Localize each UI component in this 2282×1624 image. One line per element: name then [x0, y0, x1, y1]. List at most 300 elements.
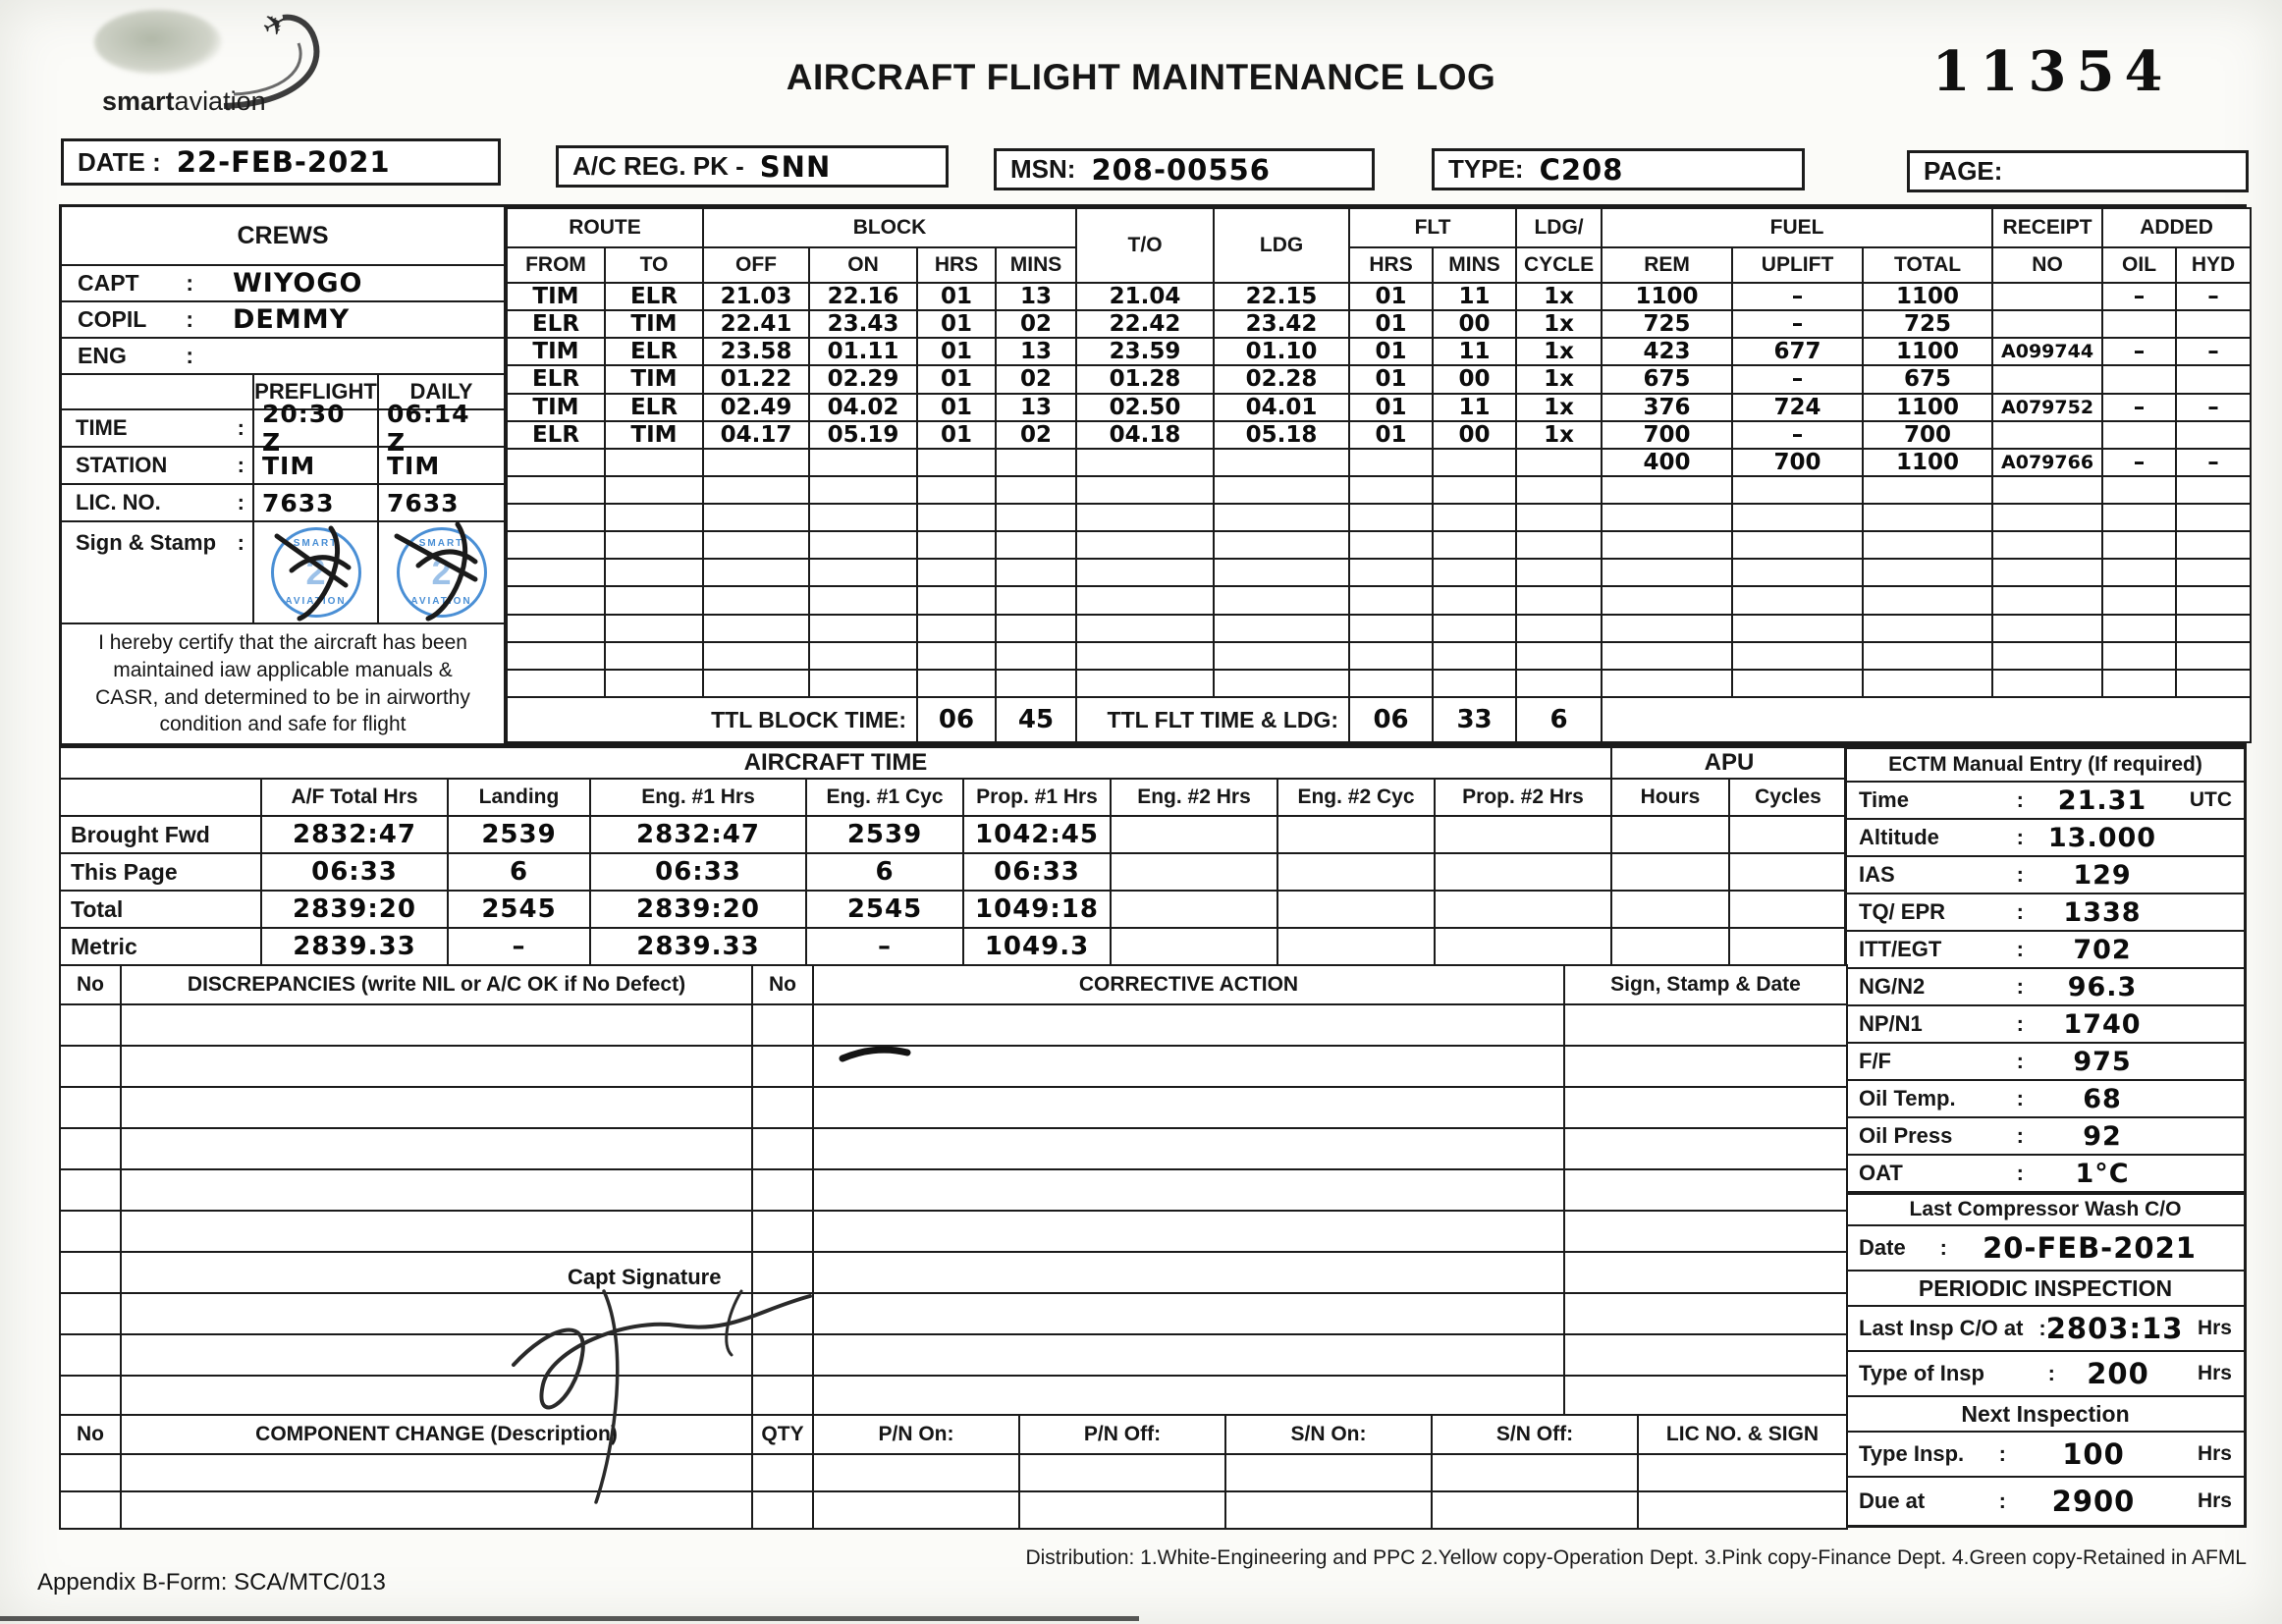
- empty-cell: [507, 504, 605, 531]
- empty-cell: [996, 476, 1076, 504]
- empty-cell: [1732, 504, 1863, 531]
- certification-statement: I hereby certify that the aircraft has been maintained iaw applicable manuals & CASR, and determined to be in airworthy condition and safe for flight: [95, 631, 470, 736]
- capt-signature-label: Capt Signature: [568, 1265, 722, 1289]
- empty-cell: [1732, 615, 1863, 642]
- flt-header: FLT: [1349, 208, 1516, 247]
- empty-cell: [813, 1004, 1564, 1046]
- metric-row: Metric 2839.33 – 2839.33 – 1049.3: [60, 928, 1847, 965]
- cycle-header: CYCLE: [1516, 247, 1602, 283]
- empty-cell: [507, 531, 605, 559]
- eng2-hrs-header: Eng. #2 Hrs: [1111, 779, 1277, 816]
- empty-cell: [1564, 1293, 1847, 1334]
- empty-cell: [1076, 615, 1214, 642]
- ectm-row-tq-epr: TQ/ EPR : 1338: [1847, 894, 2244, 932]
- empty-cell: [1214, 670, 1349, 697]
- flight-row-4: ELR TIM 01.22 02.29 01 02 01.28 02.28 01 00 1x 675 – 675: [507, 365, 2251, 393]
- empty-cell: [605, 531, 703, 559]
- empty-cell: [1225, 1491, 1432, 1529]
- empty-cell: [507, 642, 605, 670]
- empty-cell: [1433, 670, 1516, 697]
- empty-cell: [809, 476, 917, 504]
- empty-cell: [752, 1128, 813, 1169]
- form-serial-number: 11354: [1931, 39, 2173, 104]
- prop1-hrs-header: Prop. #1 Hrs: [963, 779, 1111, 816]
- empty-cell: [507, 670, 605, 697]
- empty-cell: [1214, 504, 1349, 531]
- empty-cell: [1516, 670, 1602, 697]
- plane-icon: ✈: [256, 5, 295, 45]
- approval-stamp-preflight: SMART 2 AVIATION: [271, 527, 361, 618]
- fuel-uplift-header: UPLIFT: [1732, 247, 1863, 283]
- flight-row-5: TIM ELR 02.49 04.02 01 13 02.50 04.01 01 11 1x 376 724 1100 A079752 – –: [507, 394, 2251, 421]
- disc-header: DISCREPANCIES (write NIL or A/C OK if No Defect): [121, 965, 752, 1004]
- msn-field: [994, 148, 1375, 190]
- page-field: [1907, 150, 2249, 192]
- component-empty-rows: [60, 1454, 1847, 1529]
- empty-row: [507, 670, 2251, 697]
- flight-row-3: TIM ELR 23.58 01.11 01 13 23.59 01.10 01 11 1x 423 677 1100 A099744 – –: [507, 338, 2251, 365]
- empty-cell: [1433, 559, 1516, 586]
- empty-cell: [1076, 504, 1214, 531]
- empty-cell: [60, 1046, 121, 1087]
- empty-cell: [1863, 586, 1992, 614]
- prop2-hrs-header: Prop. #2 Hrs: [1435, 779, 1611, 816]
- empty-cell: [1019, 1454, 1225, 1491]
- empty-cell: [1732, 670, 1863, 697]
- empty-cell: [60, 1376, 121, 1417]
- receipt-header: RECEIPT: [1992, 208, 2102, 247]
- empty-cell: [1214, 559, 1349, 586]
- empty-cell: [1992, 670, 2102, 697]
- empty-cell: [1349, 670, 1433, 697]
- empty-row: [60, 1046, 1847, 1087]
- date-label: DATE :: [78, 146, 161, 177]
- to-header: TO: [605, 247, 703, 283]
- empty-row: [60, 1169, 1847, 1211]
- empty-cell: [1863, 531, 1992, 559]
- empty-cell: [1076, 531, 1214, 559]
- empty-cell: [1076, 476, 1214, 504]
- empty-cell: [996, 504, 1076, 531]
- empty-cell: [507, 586, 605, 614]
- empty-cell: [605, 615, 703, 642]
- empty-cell: [60, 1454, 121, 1491]
- empty-cell: [813, 1211, 1564, 1252]
- ttl-flt-ldg: 6: [1516, 697, 1602, 742]
- empty-cell: [1214, 531, 1349, 559]
- landing-header: Landing: [448, 779, 590, 816]
- empty-cell: [1863, 615, 1992, 642]
- empty-cell: [996, 559, 1076, 586]
- daily-stamp-cell: [379, 522, 504, 624]
- empty-cell: [1602, 559, 1732, 586]
- ttl-flt-mins: 33: [1433, 697, 1516, 742]
- empty-cell: [703, 559, 809, 586]
- preflight-stamp-cell: [254, 522, 379, 624]
- empty-cell: [813, 1087, 1564, 1128]
- empty-cell: [1564, 1252, 1847, 1293]
- hyd-header: HYD: [2176, 247, 2251, 283]
- empty-cell: [813, 1491, 1019, 1529]
- oil-header: OIL: [2102, 247, 2176, 283]
- empty-cell: [752, 1169, 813, 1211]
- empty-cell: [60, 1491, 121, 1529]
- empty-row: [60, 1293, 1847, 1334]
- empty-row: [60, 1491, 1847, 1529]
- empty-cell: [917, 559, 996, 586]
- empty-row: [507, 615, 2251, 642]
- empty-cell: [2102, 642, 2176, 670]
- corrective-action-dash-mark: [837, 1041, 915, 1068]
- station-preflight-value: TIM: [254, 448, 379, 485]
- eng-label: ENG :: [78, 343, 193, 369]
- ectm-row-np-n1: NP/N1 : 1740: [1847, 1006, 2244, 1044]
- apu-cycles-header: Cycles: [1729, 779, 1847, 816]
- preflight-daily-grid: [62, 375, 504, 624]
- empty-cell: [813, 1252, 1564, 1293]
- last-insp-row: Last Insp C/O at : 2803:13 Hrs: [1847, 1307, 2244, 1352]
- empty-cell: [1516, 586, 1602, 614]
- empty-cell: [1433, 504, 1516, 531]
- cc-lic-sign-header: LIC NO. & SIGN: [1638, 1415, 1847, 1454]
- empty-cell: [121, 1128, 752, 1169]
- empty-cell: [809, 642, 917, 670]
- empty-cell: [1564, 1004, 1847, 1046]
- empty-cell: [813, 1454, 1019, 1491]
- empty-row: [60, 1376, 1847, 1417]
- reg-value: SNN: [759, 149, 832, 184]
- empty-cell: [2102, 531, 2176, 559]
- distribution-note: Distribution: 1.White-Engineering and PPC 2.Yellow copy-Operation Dept. 3.Pink copy-Finance Dept. 4.Green copy-Retained in AFML: [1025, 1546, 2247, 1569]
- capt-label: CAPT :: [78, 270, 193, 297]
- eng-row: [62, 339, 504, 375]
- empty-cell: [1992, 531, 2102, 559]
- station-label: STATION :: [62, 448, 254, 485]
- sign-stamp-date-header: Sign, Stamp & Date: [1564, 965, 1847, 1004]
- approval-stamp-daily: SMART 2 AVIATION: [397, 527, 487, 618]
- msn-value: 208-00556: [1091, 152, 1271, 187]
- logo-wordmark: smartaviation: [102, 86, 266, 116]
- capt-row: [62, 266, 504, 302]
- disc-no-header: No: [60, 965, 121, 1004]
- empty-cell: [1638, 1454, 1847, 1491]
- empty-cell: [1602, 476, 1732, 504]
- empty-cell: [1433, 531, 1516, 559]
- empty-cell: [917, 642, 996, 670]
- flight-grid: [506, 207, 2252, 743]
- ectm-row-ng-n2: NG/N2 : 96.3: [1847, 969, 2244, 1006]
- copil-label: COPIL :: [78, 306, 193, 333]
- empty-cell: [2176, 504, 2251, 531]
- empty-cell: [1076, 559, 1214, 586]
- empty-cell: [60, 1293, 121, 1334]
- time-preflight-value: 20:30 Z: [254, 410, 379, 448]
- empty-cell: [1349, 642, 1433, 670]
- empty-cell: [1602, 531, 1732, 559]
- empty-cell: [1564, 1087, 1847, 1128]
- empty-cell: [1516, 531, 1602, 559]
- empty-cell: [809, 531, 917, 559]
- preflight-header: PREFLIGHT: [254, 375, 379, 410]
- empty-cell: [2102, 504, 2176, 531]
- on-header: ON: [809, 247, 917, 283]
- empty-cell: [1863, 504, 1992, 531]
- lic-daily-value: 7633: [379, 485, 504, 522]
- ectm-row-time: Time : 21.31 UTC: [1847, 783, 2244, 820]
- corr-no-header: No: [752, 965, 813, 1004]
- empty-cell: [60, 1252, 121, 1293]
- apu-hours-header: Hours: [1611, 779, 1729, 816]
- empty-cell: [507, 615, 605, 642]
- empty-cell: [1732, 586, 1863, 614]
- empty-cell: [996, 586, 1076, 614]
- date-value: 22-FEB-2021: [176, 145, 391, 179]
- empty-cell: [1214, 642, 1349, 670]
- empty-cell: [809, 586, 917, 614]
- empty-cell: [1564, 1211, 1847, 1252]
- empty-cell: [703, 531, 809, 559]
- empty-row: [60, 1211, 1847, 1252]
- empty-cell: [703, 476, 809, 504]
- empty-cell: [1602, 642, 1732, 670]
- empty-cell: [996, 670, 1076, 697]
- ldg-header: LDG: [1214, 208, 1349, 283]
- station-daily-value: TIM: [379, 448, 504, 485]
- empty-cell: [121, 1211, 752, 1252]
- ttl-block-hrs: 06: [917, 697, 996, 742]
- empty-cell: [1214, 476, 1349, 504]
- empty-cell: [60, 1334, 121, 1376]
- empty-cell: [813, 1376, 1564, 1417]
- lic-preflight-value: 7633: [254, 485, 379, 522]
- empty-cell: [1602, 504, 1732, 531]
- ectm-panel: [1844, 746, 2247, 1528]
- empty-cell: [1863, 476, 1992, 504]
- empty-cell: [1516, 559, 1602, 586]
- empty-cell: [813, 1293, 1564, 1334]
- empty-cell: [1432, 1491, 1638, 1529]
- fuel-rem-header: REM: [1602, 247, 1732, 283]
- empty-cell: [1732, 476, 1863, 504]
- empty-row: [507, 531, 2251, 559]
- copil-row: [62, 302, 504, 339]
- empty-cell: [1564, 1334, 1847, 1376]
- empty-cell: [2176, 586, 2251, 614]
- empty-row: [507, 586, 2251, 614]
- ectm-title: ECTM Manual Entry (If required): [1847, 749, 2244, 783]
- empty-cell: [703, 670, 809, 697]
- empty-row: [60, 1004, 1847, 1046]
- empty-cell: [1349, 559, 1433, 586]
- brought-fwd-row: Brought Fwd 2832:47 2539 2832:47 2539 1042:45: [60, 816, 1847, 853]
- af-total-hrs-header: A/F Total Hrs: [261, 779, 448, 816]
- sign-stamp-label: Sign & Stamp :: [62, 522, 254, 624]
- empty-cell: [1732, 531, 1863, 559]
- empty-cell: [1564, 1169, 1847, 1211]
- msn-label: MSN:: [1010, 154, 1076, 184]
- empty-cell: [121, 1004, 752, 1046]
- cc-qty-header: QTY: [752, 1415, 813, 1454]
- empty-cell: [1992, 504, 2102, 531]
- empty-cell: [1432, 1454, 1638, 1491]
- cc-description-header: COMPONENT CHANGE (Description): [121, 1415, 752, 1454]
- empty-cell: [60, 1211, 121, 1252]
- empty-cell: [2176, 670, 2251, 697]
- empty-cell: [2102, 615, 2176, 642]
- empty-cell: [809, 670, 917, 697]
- empty-cell: [1349, 504, 1433, 531]
- empty-cell: [752, 1087, 813, 1128]
- empty-cell: [1992, 642, 2102, 670]
- flt-mins-header: MINS: [1433, 247, 1516, 283]
- flight-row-1: TIM ELR 21.03 22.16 01 13 21.04 22.15 01 11 1x 1100 – 1100 – –: [507, 283, 2251, 310]
- flight-empty-rows: [507, 476, 2251, 697]
- empty-cell: [2176, 531, 2251, 559]
- empty-cell: [1433, 476, 1516, 504]
- crews-panel: [62, 207, 506, 743]
- next-inspection-title: Next Inspection: [1847, 1397, 2244, 1433]
- block-header: BLOCK: [703, 208, 1076, 247]
- this-page-row: This Page 06:33 6 06:33 6 06:33: [60, 853, 1847, 891]
- page-label: PAGE:: [1924, 156, 2003, 186]
- total-row: Total 2839:20 2545 2839:20 2545 1049:18: [60, 891, 1847, 928]
- empty-cell: [1214, 586, 1349, 614]
- empty-cell: [1516, 504, 1602, 531]
- empty-row: [60, 1128, 1847, 1169]
- cc-sn-off-header: S/N Off:: [1432, 1415, 1638, 1454]
- empty-cell: [1349, 531, 1433, 559]
- date-field: [61, 138, 501, 186]
- empty-cell: [1076, 670, 1214, 697]
- empty-cell: [917, 504, 996, 531]
- empty-cell: [1992, 586, 2102, 614]
- empty-cell: [1992, 615, 2102, 642]
- empty-cell: [703, 586, 809, 614]
- empty-cell: [60, 1004, 121, 1046]
- empty-cell: [1602, 615, 1732, 642]
- ectm-row-oat: OAT : 1°C: [1847, 1156, 2244, 1193]
- empty-cell: [1516, 642, 1602, 670]
- flight-log-section: [59, 204, 2247, 746]
- empty-cell: [1516, 615, 1602, 642]
- empty-cell: [1863, 559, 1992, 586]
- ttl-flt-label: TTL FLT TIME & LDG:: [1076, 697, 1349, 742]
- off-header: OFF: [703, 247, 809, 283]
- empty-cell: [1638, 1491, 1847, 1529]
- lic-no-label: LIC. NO. :: [62, 485, 254, 522]
- ttl-flt-hrs: 06: [1349, 697, 1433, 742]
- empty-cell: [813, 1128, 1564, 1169]
- empty-cell: [2102, 476, 2176, 504]
- eng1-cyc-header: Eng. #1 Cyc: [806, 779, 963, 816]
- block-mins-header: MINS: [996, 247, 1076, 283]
- ectm-row-oil-press: Oil Press : 92: [1847, 1118, 2244, 1156]
- empty-cell: [917, 615, 996, 642]
- route-header: ROUTE: [507, 208, 703, 247]
- receipt-no-header: NO: [1992, 247, 2102, 283]
- empty-cell: [60, 1087, 121, 1128]
- fuel-total-header: TOTAL: [1863, 247, 1992, 283]
- ectm-row-ias: IAS : 129: [1847, 857, 2244, 894]
- empty-cell: [1564, 1128, 1847, 1169]
- empty-cell: [703, 615, 809, 642]
- empty-cell: [2102, 559, 2176, 586]
- empty-cell: [917, 531, 996, 559]
- aircraft-reg-field: [556, 145, 949, 188]
- totals-row: [507, 697, 2251, 742]
- takeoff-header: T/O: [1076, 208, 1214, 283]
- empty-cell: [1732, 642, 1863, 670]
- empty-cell: [1564, 1376, 1847, 1417]
- empty-cell: [605, 670, 703, 697]
- empty-row: [507, 642, 2251, 670]
- ectm-row-altitude: Altitude : 13.000: [1847, 820, 2244, 857]
- empty-cell: [1863, 670, 1992, 697]
- empty-row: [507, 559, 2251, 586]
- ttl-block-label: TTL BLOCK TIME:: [507, 697, 917, 742]
- reg-label: A/C REG. PK -: [572, 151, 744, 181]
- due-at-row: Due at : 2900 Hrs: [1847, 1478, 2244, 1525]
- block-hrs-header: HRS: [917, 247, 996, 283]
- ectm-row-ff: F/F : 975: [1847, 1044, 2244, 1081]
- form-title: AIRCRAFT FLIGHT MAINTENANCE LOG: [786, 57, 1496, 97]
- empty-cell: [703, 642, 809, 670]
- form-reference: Appendix B-Form: SCA/MTC/013: [37, 1569, 386, 1596]
- empty-cell: [1433, 586, 1516, 614]
- aircraft-time-title: AIRCRAFT TIME: [60, 747, 1611, 779]
- empty-cell: [813, 1169, 1564, 1211]
- empty-cell: [996, 615, 1076, 642]
- daily-header: DAILY: [379, 375, 504, 410]
- corrective-action-header: CORRECTIVE ACTION: [813, 965, 1564, 1004]
- empty-cell: [917, 670, 996, 697]
- empty-cell: [1433, 615, 1516, 642]
- empty-cell: [1732, 559, 1863, 586]
- empty-cell: [1076, 642, 1214, 670]
- empty-cell: [2102, 586, 2176, 614]
- ectm-row-itt-egt: ITT/EGT : 702: [1847, 932, 2244, 969]
- empty-cell: [121, 1046, 752, 1087]
- empty-cell: [917, 476, 996, 504]
- copil-name: DEMMY: [233, 304, 351, 335]
- type-field: [1432, 148, 1805, 190]
- empty-cell: [2176, 476, 2251, 504]
- empty-cell: [809, 615, 917, 642]
- empty-cell: [813, 1046, 1564, 1087]
- empty-cell: [605, 642, 703, 670]
- empty-cell: [1992, 476, 2102, 504]
- empty-cell: [996, 642, 1076, 670]
- empty-cell: [121, 1087, 752, 1128]
- empty-cell: [1349, 615, 1433, 642]
- flight-row-2: ELR TIM 22.41 23.43 01 02 22.42 23.42 01 00 1x 725 – 725: [507, 310, 2251, 338]
- time-daily-value: 06:14 Z: [379, 410, 504, 448]
- scan-edge-artifact: [0, 1616, 1139, 1621]
- type-label: TYPE:: [1448, 154, 1524, 184]
- empty-cell: [1214, 615, 1349, 642]
- cc-pn-off-header: P/N Off:: [1019, 1415, 1225, 1454]
- empty-cell: [752, 1004, 813, 1046]
- aircraft-time-table: [59, 746, 1848, 966]
- empty-cell: [1992, 559, 2102, 586]
- empty-cell: [1076, 586, 1214, 614]
- empty-cell: [917, 586, 996, 614]
- discrepancy-empty-rows: [60, 1004, 1847, 1417]
- empty-cell: [809, 504, 917, 531]
- empty-cell: [507, 476, 605, 504]
- aircraft-time-section: [59, 746, 1848, 966]
- crews-title: CREWS: [62, 207, 504, 266]
